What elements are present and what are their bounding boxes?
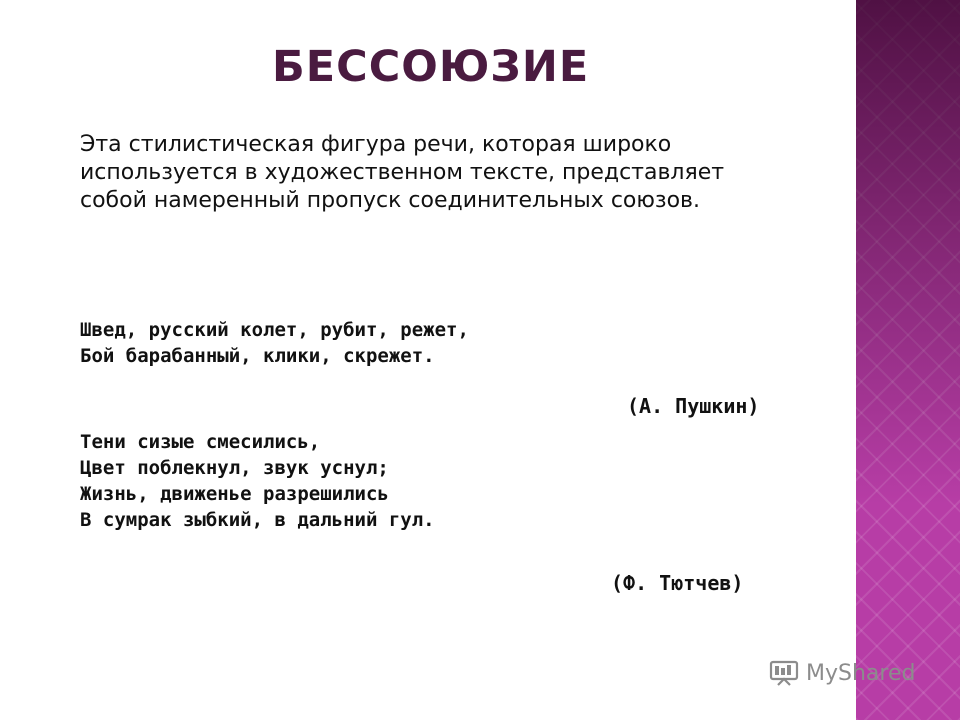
watermark-text: MyShared — [806, 660, 916, 686]
slide-title: БЕССОЮЗИЕ — [272, 42, 590, 92]
poem-line: Тени сизые смесились, — [80, 431, 321, 453]
poem-author-pushkin: (А. Пушкин) — [627, 394, 760, 418]
poem-line: Бой барабанный, клики, скрежет. — [80, 345, 435, 367]
poem-author-tyutchev: (Ф. Тютчев) — [611, 571, 744, 595]
presentation-screen-icon — [768, 659, 800, 687]
intro-paragraph: Эта стилистическая фигура речи, которая широко используется в художественном тексте, представляет собой намеренный пропуск соединительных союзов. — [80, 132, 725, 213]
poem-line: Швед, русский колет, рубит, режет, — [80, 319, 469, 341]
decorative-side-band — [856, 0, 960, 720]
poem-line: В сумрак зыбкий, в дальний гул. — [80, 509, 435, 531]
poem-pushkin — [80, 317, 640, 369]
poem-tyutchev — [80, 429, 640, 533]
poem-line: Цвет поблекнул, звук уснул; — [80, 457, 389, 479]
watermark-myshared — [768, 658, 915, 688]
poem-line: Жизнь, движенье разрешились — [80, 483, 389, 505]
